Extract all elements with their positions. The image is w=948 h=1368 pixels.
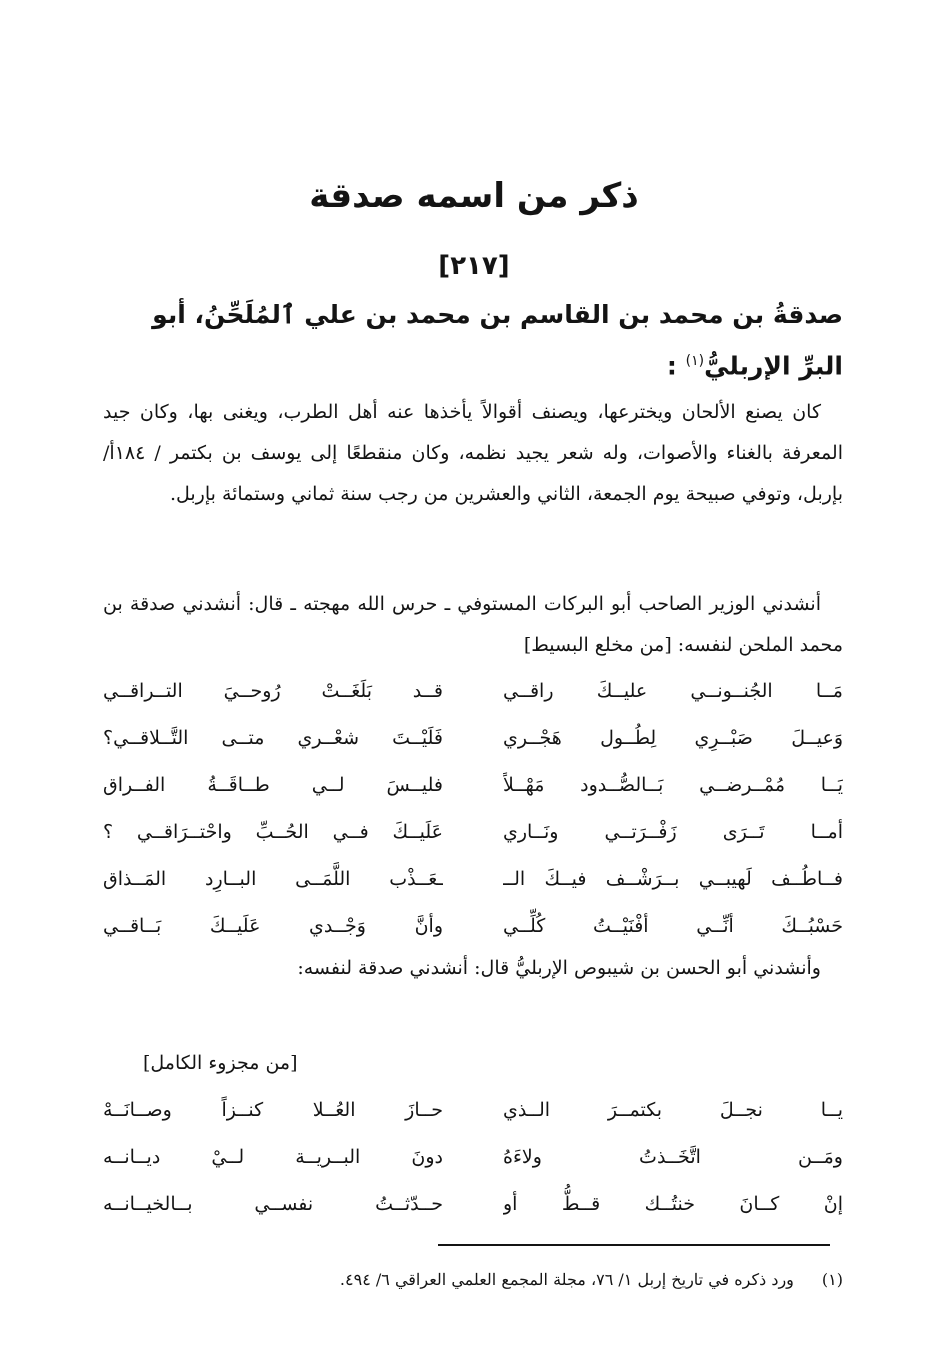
footnote-number: (١): [821, 1270, 843, 1289]
verse: [103, 715, 843, 762]
biography-text: كان يصنع الألحان ويخترعها، ويصنف أقوالاً يأخذها عنه أهل الطرب، ويغنى بها، وكان جيد المعرفة بالغناء والأصوات، وله شعر يجيد نظمه، وكان منقطعًا إلى يوسف بن بكتمر / ١٨٤أ/ بإربل، وتوفي صبيحة يوم الجمعة، الثاني والعشرين من رجب سنة ثماني وستمائة بإربل.: [103, 401, 843, 505]
entry-heading-colon: :: [666, 351, 677, 381]
entry-number: [٢١٧]: [438, 251, 510, 281]
footnote-marker: (١): [685, 353, 705, 369]
verse: [103, 903, 843, 950]
first-hemistich: أمــا تَــرَى زَفْــرَتــي ونَــاري: [503, 821, 843, 843]
first-hemistich: يَــا مُمْــرضــي بَــالصُّــدود مَهْــلاً: [503, 774, 843, 796]
verse: [103, 762, 843, 809]
second-hemistich: قــد بَلَغَــتْ رُوحــيَ التــراقــي: [103, 680, 443, 702]
second-hemistich: فليــسَ لــي طــاقَــةُ الفــراق: [103, 774, 443, 796]
meter-label-row: [103, 1040, 843, 1087]
second-hemistich: دونَ البــريــة لــيْ ديــانــه: [103, 1146, 443, 1168]
poem-2: [103, 1040, 843, 1228]
first-hemistich: يــا نجــلَ بكتمــرَ الــذي: [503, 1099, 843, 1121]
narration-text-1: أنشدني الوزير الصاحب أبو البركات المستوفي ـ حرس الله مهجته ـ قال: أنشدني صدقة بن محمد الملحن لنفسه: [من مخلع البسيط]: [103, 593, 843, 656]
meter-label: [من مجزوء الكامل]: [143, 1052, 298, 1074]
narration-paragraph-1: [103, 584, 843, 666]
second-hemistich: حــدّثــتُ نفســي بــالخيــانــه: [103, 1193, 443, 1215]
second-hemistich: عَلَيــكَ فــي الحُــبِّ واحْتــرَاقــي ؟: [103, 821, 443, 843]
verse: [103, 1087, 843, 1134]
verse: [103, 1134, 843, 1181]
entry-heading-text: صدقةُ بن محمد بن القاسم بن محمد بن علي ٱلمُلَحِّنُ، أبو البرِّ الإربليُّ: [152, 300, 843, 381]
first-hemistich: حَسْبُــكَ أنِّــي أفْنَيْــتُ كُلِّــي: [503, 915, 843, 937]
verse: [103, 1181, 843, 1228]
narration-paragraph-2: [103, 948, 843, 989]
verse: [103, 856, 843, 903]
first-hemistich: فــاطُــف لَهيبــي بــرَشْــف فيــكَ الــ: [503, 868, 843, 890]
poem-1: [103, 668, 843, 950]
first-hemistich: ومَــن اتَّخَــذتُ ولاءَهُ: [503, 1146, 843, 1168]
first-hemistich: وَعيــلَ صَبْــرِي لِطُــول هَجْــري: [503, 727, 843, 749]
second-hemistich: وأنَّ وَجْــدي عَلَيــكَ بَــاقــي: [103, 915, 443, 937]
footnote-divider: [438, 1244, 830, 1246]
entry-heading: [143, 292, 843, 389]
second-hemistich: فَلَيْــتَ شعْــري متــى التَّــلاقــي؟: [103, 727, 443, 749]
verse: [103, 809, 843, 856]
footnote-text: ورد ذكره في تاريخ إربل ١/ ٧٦، مجلة المجمع العلمي العراقي ٦/ ٤٩٤.: [339, 1270, 794, 1289]
first-hemistich: مَــا الجُنــونــي عليــكَ راقــي: [503, 680, 843, 702]
verse: [103, 668, 843, 715]
second-hemistich: حــازَ العُــلا كنــزاً وصــانَــهْ: [103, 1099, 443, 1121]
first-hemistich: إنْ كــانَ خنتُــك قــطُّ أو: [503, 1193, 843, 1215]
narration-text-2: وأنشدني أبو الحسن بن شيبوص الإربليُّ قال: أنشدني صدقة لنفسه:: [297, 957, 821, 979]
second-hemistich: ـعَــذْب اللَّمَــى البــارِد المَــذاق: [103, 868, 443, 890]
footnote: [103, 1266, 843, 1294]
biography-paragraph: [103, 392, 843, 515]
section-title: ذكر من اسمه صدقة: [309, 176, 639, 216]
